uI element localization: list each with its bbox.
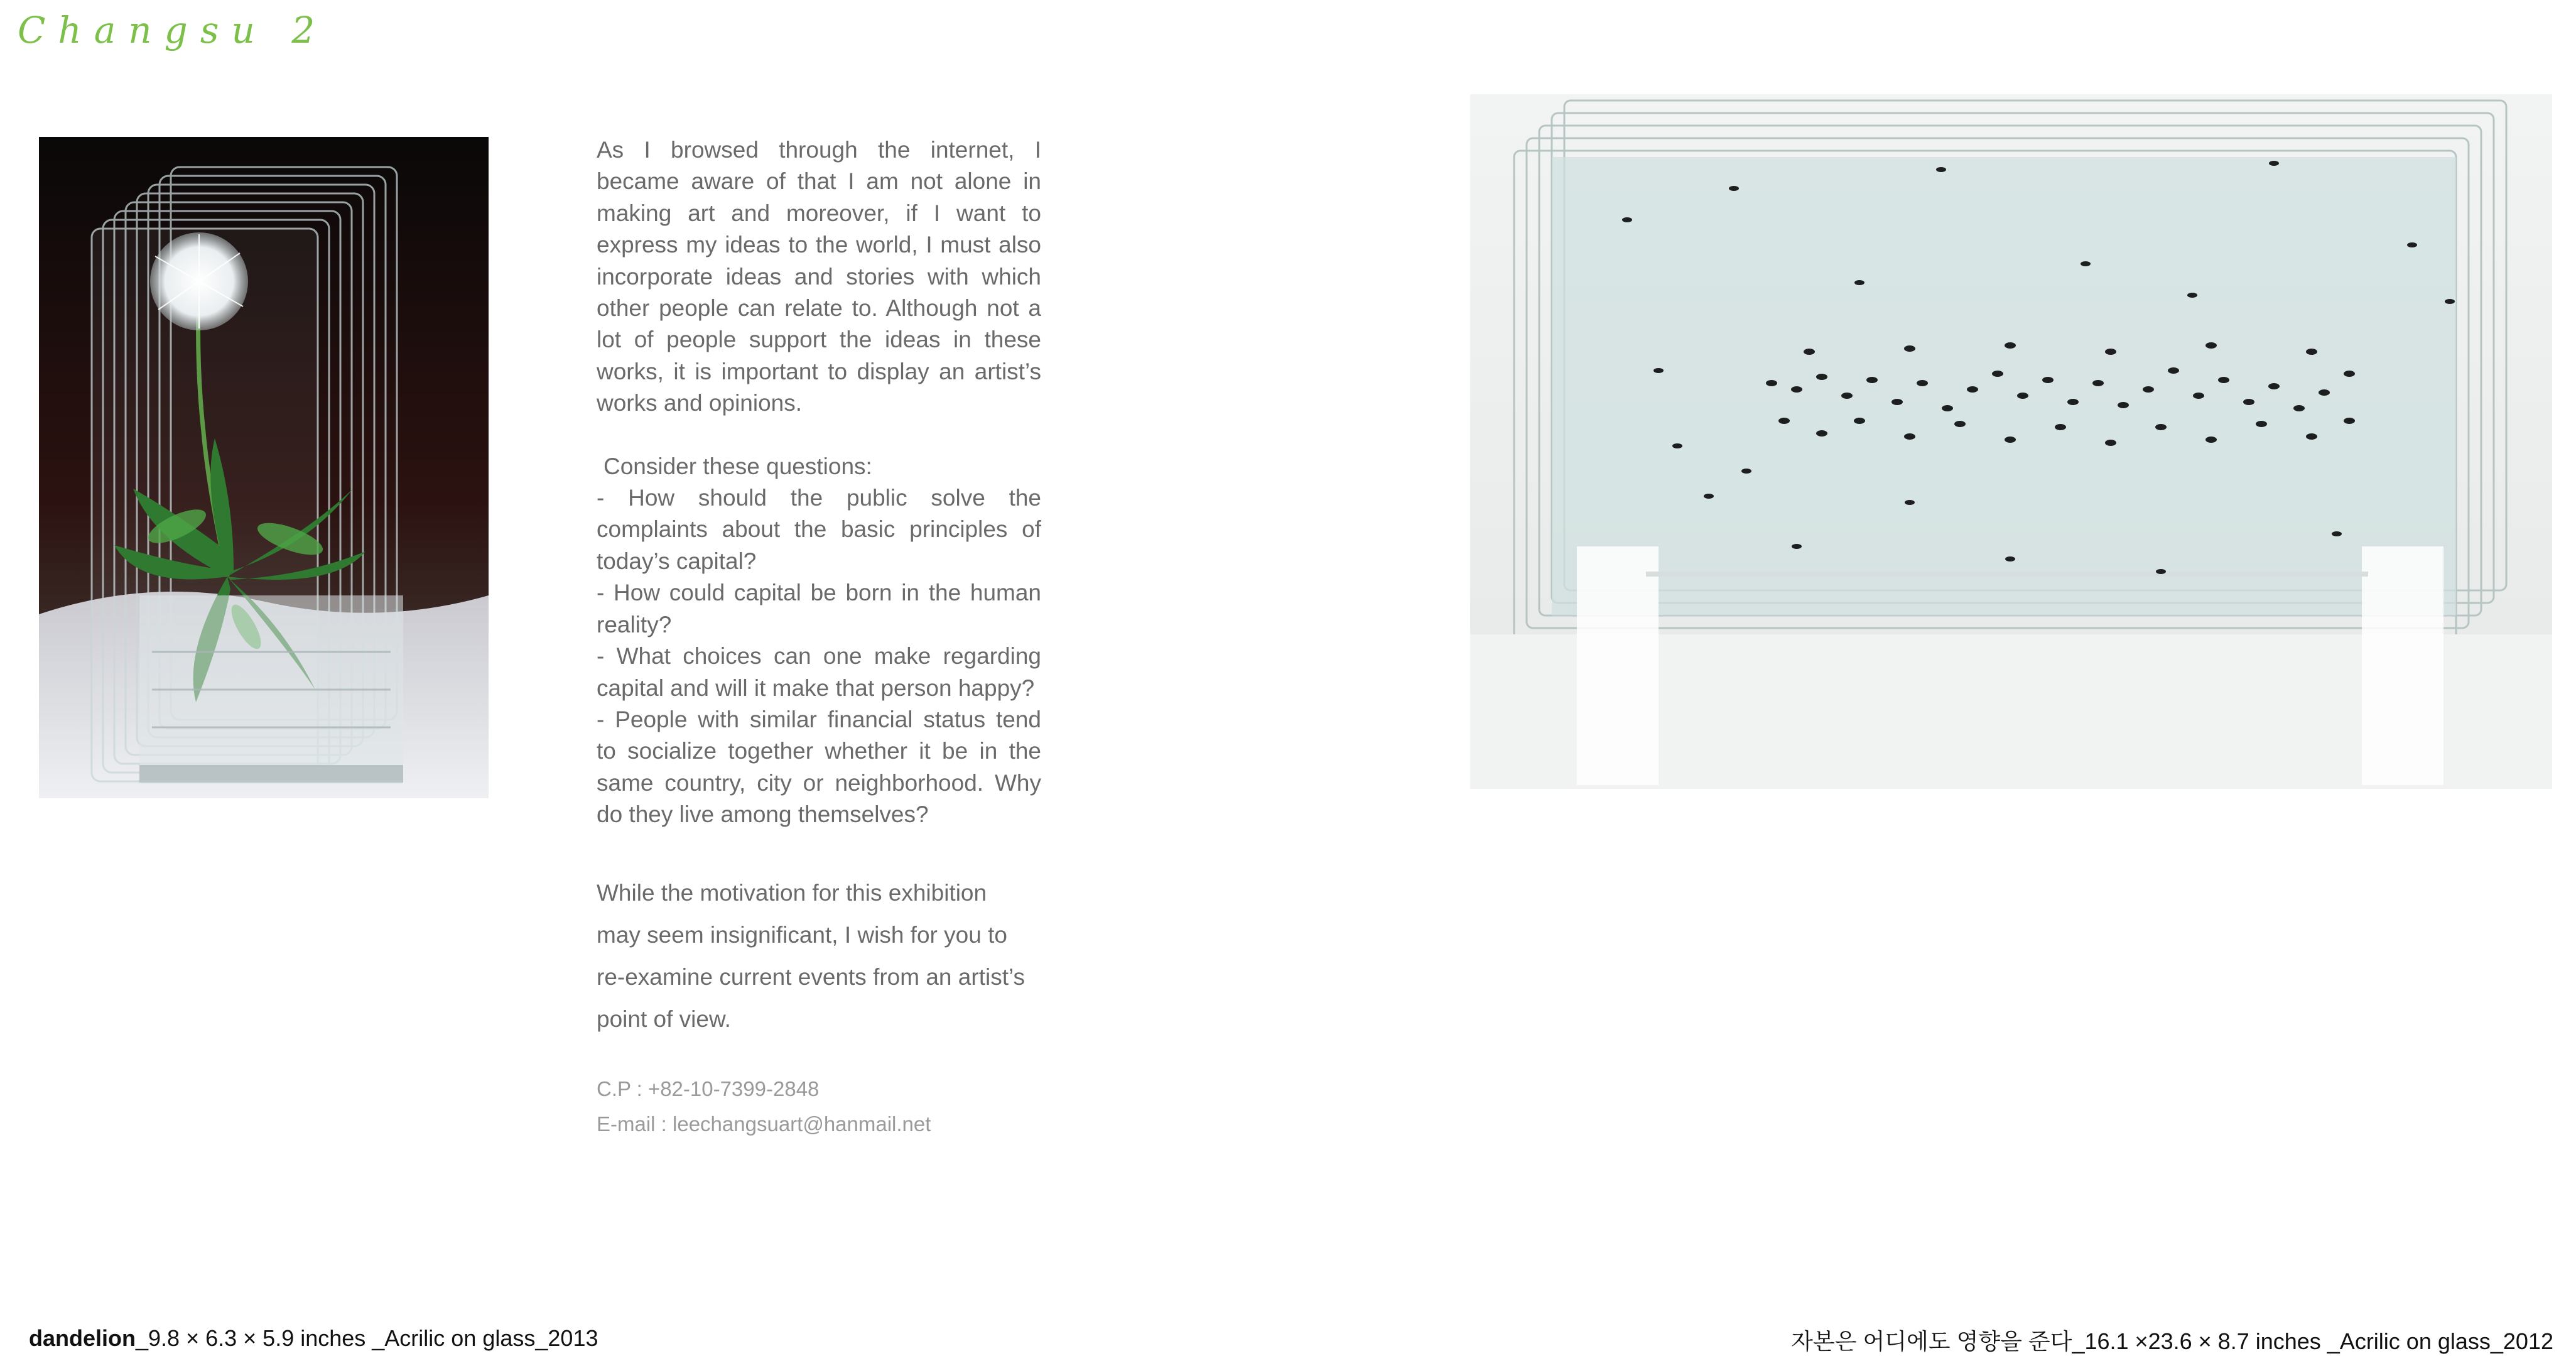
question-item: - How could capital be born in the human reality? — [597, 580, 1041, 637]
artist-statement — [597, 134, 1041, 1142]
question-item: - How should the public solve the complaints about the basic principles of today’s capital? — [597, 485, 1041, 574]
caption-details: _9.8 × 6.3 × 5.9 inches _Acrilic on glass_2013 — [136, 1325, 598, 1351]
flies-artwork-drawing — [1470, 94, 2552, 789]
contact-phone: C.P : +82-10-7399-2848 — [597, 1077, 820, 1100]
contact-email: E-mail : leechangsuart@hanmail.net — [597, 1112, 931, 1136]
dandelion-artwork-drawing — [39, 137, 489, 798]
caption-title: dandelion — [29, 1325, 136, 1351]
questions-heading: Consider these questions: — [603, 453, 872, 479]
caption-details: _16.1 ×23.6 × 8.7 inches _Acrilic on glass_2012 — [2072, 1328, 2553, 1354]
question-item: - What choices can one make regarding capital and will it make that person happy? — [597, 643, 1041, 701]
questions-section — [597, 451, 1041, 831]
flies-caption — [1791, 1324, 2553, 1356]
dandelion-artwork-image — [39, 137, 489, 798]
dandelion-caption — [29, 1325, 598, 1352]
question-item: - People with similar financial status tend to socialize together whether it be in the same country, city or neighborhood. Why do they live among themselves? — [597, 706, 1041, 828]
statement-intro: As I browsed through the internet, I became aware of that I am not alone in making art and moreover, if I want to express my ideas to the world, I must also incorporate ideas and stories with which other people can relate to. Although not a lot of people support the ideas in these works, it is important to display an artist’s works and opinions. — [597, 137, 1041, 416]
caption-title: 자본은 어디에도 영향을 준다 — [1791, 1328, 2072, 1354]
flies-artwork-image — [1470, 94, 2552, 789]
page-title: Changsu 2 — [18, 9, 328, 52]
contact-info — [597, 1071, 1041, 1142]
statement-closing: While the motivation for this exhibition may seem insignificant, I wish for you to re-examine current events from an artist’s point of view. — [597, 879, 1026, 1032]
